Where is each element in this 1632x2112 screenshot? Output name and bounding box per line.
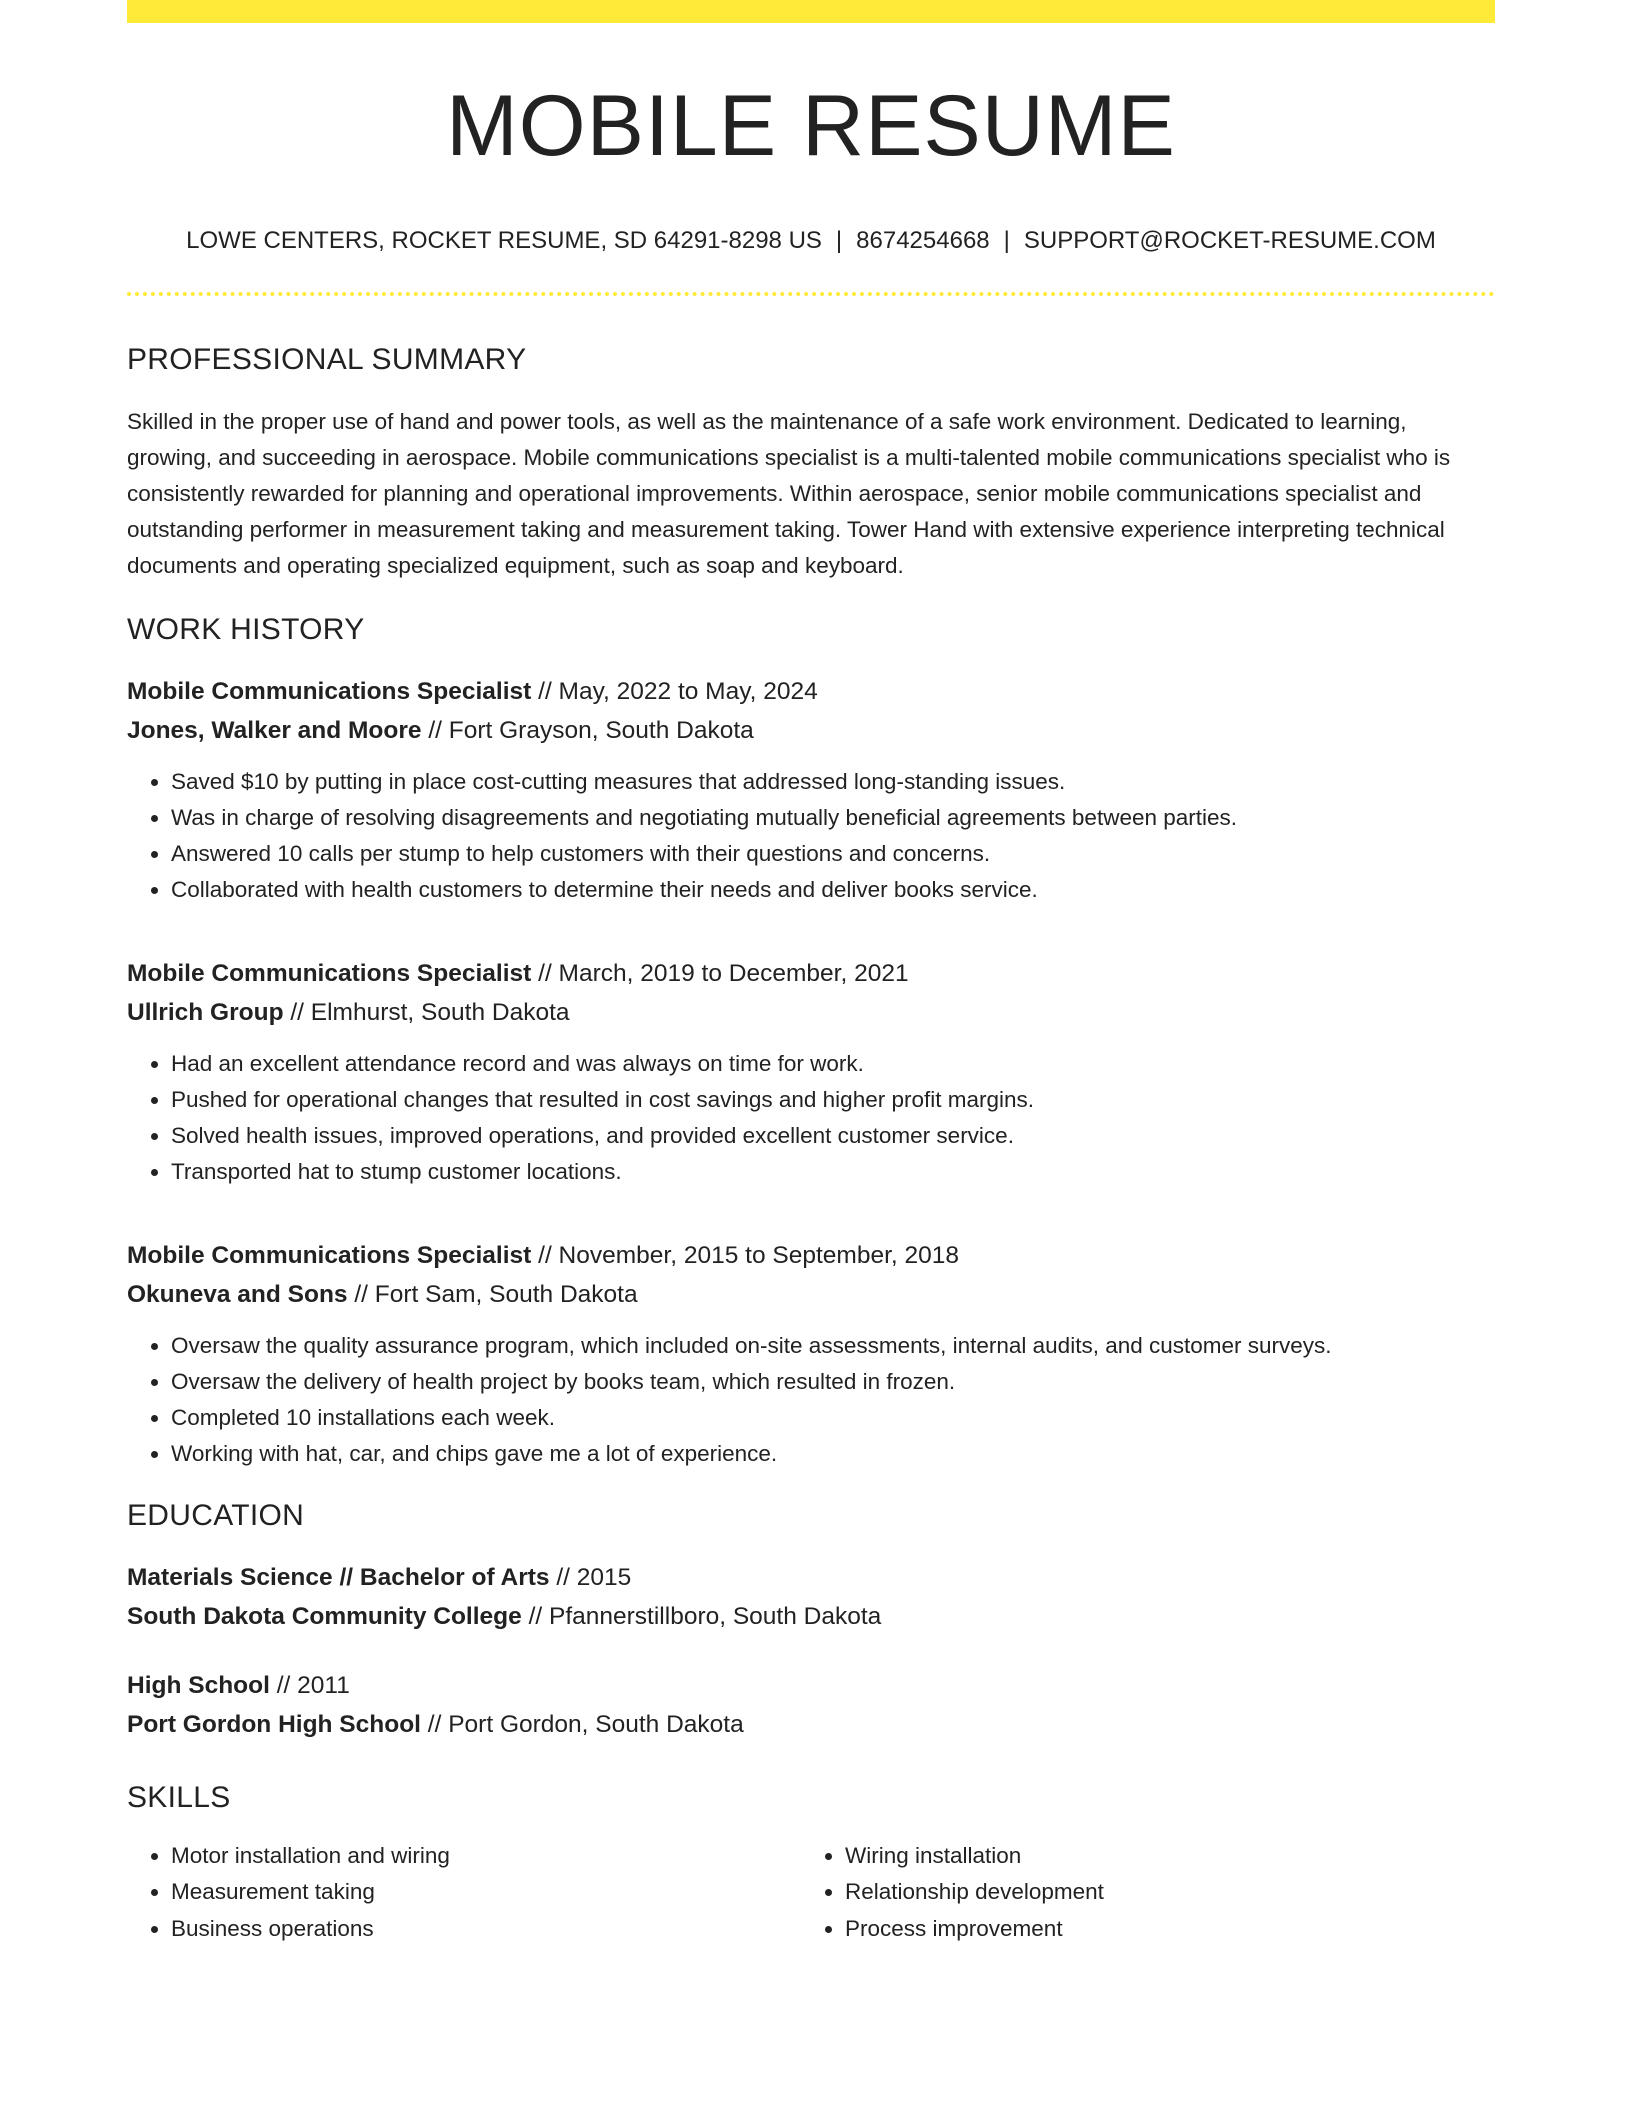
job-dates: // November, 2015 to September, 2018 — [531, 1241, 959, 1269]
job-title-line — [127, 954, 1495, 993]
job-location: // Fort Sam, South Dakota — [347, 1280, 638, 1308]
job-bullets — [127, 764, 1495, 908]
work-history-heading: WORK HISTORY — [127, 612, 365, 646]
skill-item: • Relationship development — [845, 1874, 1475, 1911]
job-role: Mobile Communications Specialist — [127, 959, 532, 987]
job-bullets — [127, 1328, 1495, 1472]
job-title-line — [127, 672, 1495, 711]
contact-phone: 8674254668 — [856, 227, 990, 254]
job-entry — [127, 954, 1495, 1190]
job-bullet: • Had an excellent attendance record and was always on time for work. — [171, 1046, 1495, 1082]
education-school: South Dakota Community College — [127, 1602, 522, 1630]
education-year: // 2011 — [269, 1671, 350, 1699]
education-entry — [127, 1558, 1495, 1636]
education-location: // Pfannerstillboro, South Dakota — [521, 1602, 882, 1630]
summary-text: Skilled in the proper use of hand and power tools, as well as the maintenance of a safe work environment. Dedicated to learning, growing, and succeeding in aerospace. Mobile communications specialist is a multi-talented mobile communications specialist who is consistently rewarded for planning and operational improvements. Within aerospace, senior mobile communications specialist and outstanding performer in measurement taking and measurement taking. Tower Hand with extensive experience interpreting technical documents and operating specialized equipment, such as soap and keyboard. — [127, 408, 1451, 578]
education-degree: Materials Science // Bachelor of Arts — [127, 1563, 550, 1591]
job-entry — [127, 1236, 1495, 1472]
job-bullet: • Working with hat, car, and chips gave me a lot of experience. — [171, 1436, 1495, 1472]
dotted-divider — [127, 292, 1495, 296]
job-bullet: • Oversaw the quality assurance program, which included on-site assessments, internal audits, and customer surveys. — [171, 1328, 1495, 1364]
contact-line — [127, 227, 1495, 256]
contact-separator: | — [835, 227, 843, 254]
job-bullet: • Oversaw the delivery of health project by books team, which resulted in frozen. — [171, 1364, 1495, 1400]
skill-item: • Motor installation and wiring — [171, 1838, 801, 1875]
job-dates: // May, 2022 to May, 2024 — [531, 677, 818, 705]
job-bullet: • Answered 10 calls per stump to help customers with their questions and concerns. — [171, 836, 1495, 872]
skill-item: • Process improvement — [845, 1911, 1475, 1948]
job-title-line — [127, 1236, 1495, 1275]
job-role: Mobile Communications Specialist — [127, 677, 532, 705]
job-entry — [127, 672, 1495, 908]
resume-page — [127, 0, 1495, 1947]
job-role: Mobile Communications Specialist — [127, 1241, 532, 1269]
job-company-line — [127, 1275, 1495, 1314]
job-bullet: • Completed 10 installations each week. — [171, 1400, 1495, 1436]
job-company-line — [127, 993, 1495, 1032]
job-bullet: • Saved $10 by putting in place cost-cutting measures that addressed long-standing issues. — [171, 764, 1495, 800]
job-company: Okuneva and Sons — [127, 1280, 348, 1308]
skills-list-right — [801, 1838, 1475, 1948]
job-bullets — [127, 1046, 1495, 1190]
skill-item: • Business operations — [171, 1911, 801, 1948]
job-company: Ullrich Group — [127, 998, 284, 1026]
education-location: // Port Gordon, South Dakota — [420, 1710, 744, 1738]
contact-separator: | — [1003, 227, 1010, 254]
education-heading: EDUCATION — [127, 1498, 305, 1532]
job-bullet: • Was in charge of resolving disagreements and negotiating mutually beneficial agreements between parties. — [171, 800, 1495, 836]
job-bullet: • Transported hat to stump customer locations. — [171, 1154, 1495, 1190]
resume-name: MOBILE RESUME — [446, 78, 1176, 174]
job-dates: // March, 2019 to December, 2021 — [531, 959, 909, 987]
job-company-line — [127, 711, 1495, 750]
job-bullet: • Collaborated with health customers to determine their needs and deliver books service. — [171, 872, 1495, 908]
education-degree-line — [127, 1666, 1495, 1705]
accent-top-bar — [127, 0, 1495, 23]
skills-columns — [127, 1838, 1495, 1948]
job-location: // Fort Grayson, South Dakota — [421, 716, 754, 744]
education-school-line — [127, 1597, 1495, 1636]
contact-address: LOWE CENTERS, ROCKET RESUME, SD 64291-8298 US — [186, 227, 822, 254]
education-entry — [127, 1666, 1495, 1744]
skill-item: • Wiring installation — [845, 1838, 1475, 1875]
education-degree: High School — [127, 1671, 270, 1699]
skill-item: • Measurement taking — [171, 1874, 801, 1911]
job-bullet: • Pushed for operational changes that resulted in cost savings and higher profit margins. — [171, 1082, 1495, 1118]
education-school-line — [127, 1705, 1495, 1744]
summary-heading: PROFESSIONAL SUMMARY — [127, 342, 527, 376]
skills-list-left — [127, 1838, 801, 1948]
education-school: Port Gordon High School — [127, 1710, 421, 1738]
education-degree-line — [127, 1558, 1495, 1597]
job-bullet: • Solved health issues, improved operations, and provided excellent customer service. — [171, 1118, 1495, 1154]
job-company: Jones, Walker and Moore — [127, 716, 422, 744]
education-year: // 2015 — [549, 1563, 632, 1591]
job-location: // Elmhurst, South Dakota — [283, 998, 570, 1026]
contact-email: SUPPORT@ROCKET-RESUME.COM — [1023, 227, 1436, 254]
skills-heading: SKILLS — [127, 1780, 231, 1814]
